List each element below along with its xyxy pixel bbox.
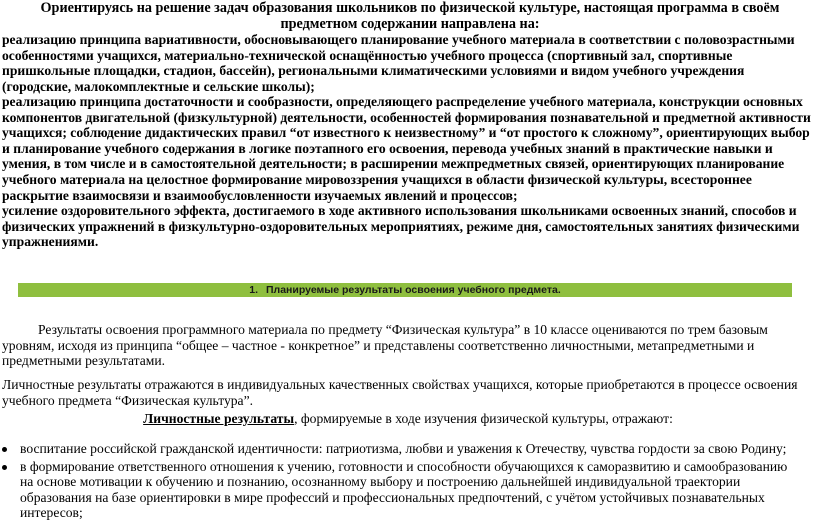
paragraph-variability: реализацию принципа вариативности, обосновывающего планирование учебного материала в соответствии с половозрастными особенностями учащихся, материально-технической оснащённостью учебного процесса (спортивный зал, спортивные пришкольные площадки, стадион, бассейн), региональными климатическими условиями и видом учебного учреждения (городские, малокомплектные и сельские школы); [2,32,795,94]
results-intro-paragraph: Результаты освоения программного материала по предмету “Физическая культура” в 10 классе оцениваются по трем базовым уровням, исходя из принципа “общее – частное - конкретное” и представлены соответственно личностными, метапредметными и предметными результатами. [2,322,768,369]
section-title [18,283,792,297]
section-number: 1. [249,284,258,296]
section-title-text: Планируемые результаты освоения учебного предмета. [266,284,561,296]
bullet-icon [2,447,7,452]
list-item-text: воспитание российской гражданской идентичности: патриотизма, любви и уважения к Отечеству, чувства гордости за свою Родину; [20,441,787,456]
section-header-bar [18,283,792,297]
personal-results-heading [0,411,816,427]
list-item [0,441,800,457]
personal-results-label: Личностные результаты [143,411,295,426]
paragraph-sufficiency: реализацию принципа достаточности и сообразности, определяющего распределение учебного материала, конструкции основных компонентов двигательной (физкультурной) деятельности, особенностей формирования познавательной и предметной активности учащихся; соблюдение дидактических правил “от известного к неизвестному” и “от простого к сложному”, ориентирующих выбор и планирование учебного содержания в логике поэтапного его освоения, перевода учебных знаний в практические навыки и умения, в том числе и в самостоятельной деятельности; в расширении межпредметных связей, ориентирующих планирование учебного материала на целостное формирование мировоззрения учащихся в области физической культуры, всестороннее раскрытие взаимосвязи и взаимообусловленности изучаемых явлений и процессов; [2,94,811,203]
bullet-icon [2,465,7,470]
personal-results-list [0,441,800,523]
personal-results-rest: , формируемые в ходе изучения физической культуры, отражают: [294,411,673,426]
list-item-text: в формирование ответственного отношения к учению, готовности и способности обучающихся к саморазвитию и самообразованию на основе мотивации к обучению и познанию, осознанному выбору и построению дальнейшей индивидуальной траектории образования на базе ориентировки в мире профессий и профессиональных предпочтений, с учётом устойчивых познавательных интересов; [20,458,788,521]
list-item [0,459,800,521]
personal-results-paragraph: Личностные результаты отражаются в индивидуальных качественных свойствах учащихся, которые приобретаются в процессе освоения учебного предмета “Физическая культура”. [2,377,798,408]
paragraph-health-effect: усиление оздоровительного эффекта, достигаемого в ходе активного использования школьниками освоенных знаний, способов и физических упражнений в физкультурно-оздоровительных мероприятиях, режиме дня, самостоятельных занятиях физическими упражнениями. [2,203,800,250]
intro-heading: Ориентируясь на решение задач образования школьников по физической культуре, настоящая программа в своём предметном содержании направлена на: [40,0,780,32]
